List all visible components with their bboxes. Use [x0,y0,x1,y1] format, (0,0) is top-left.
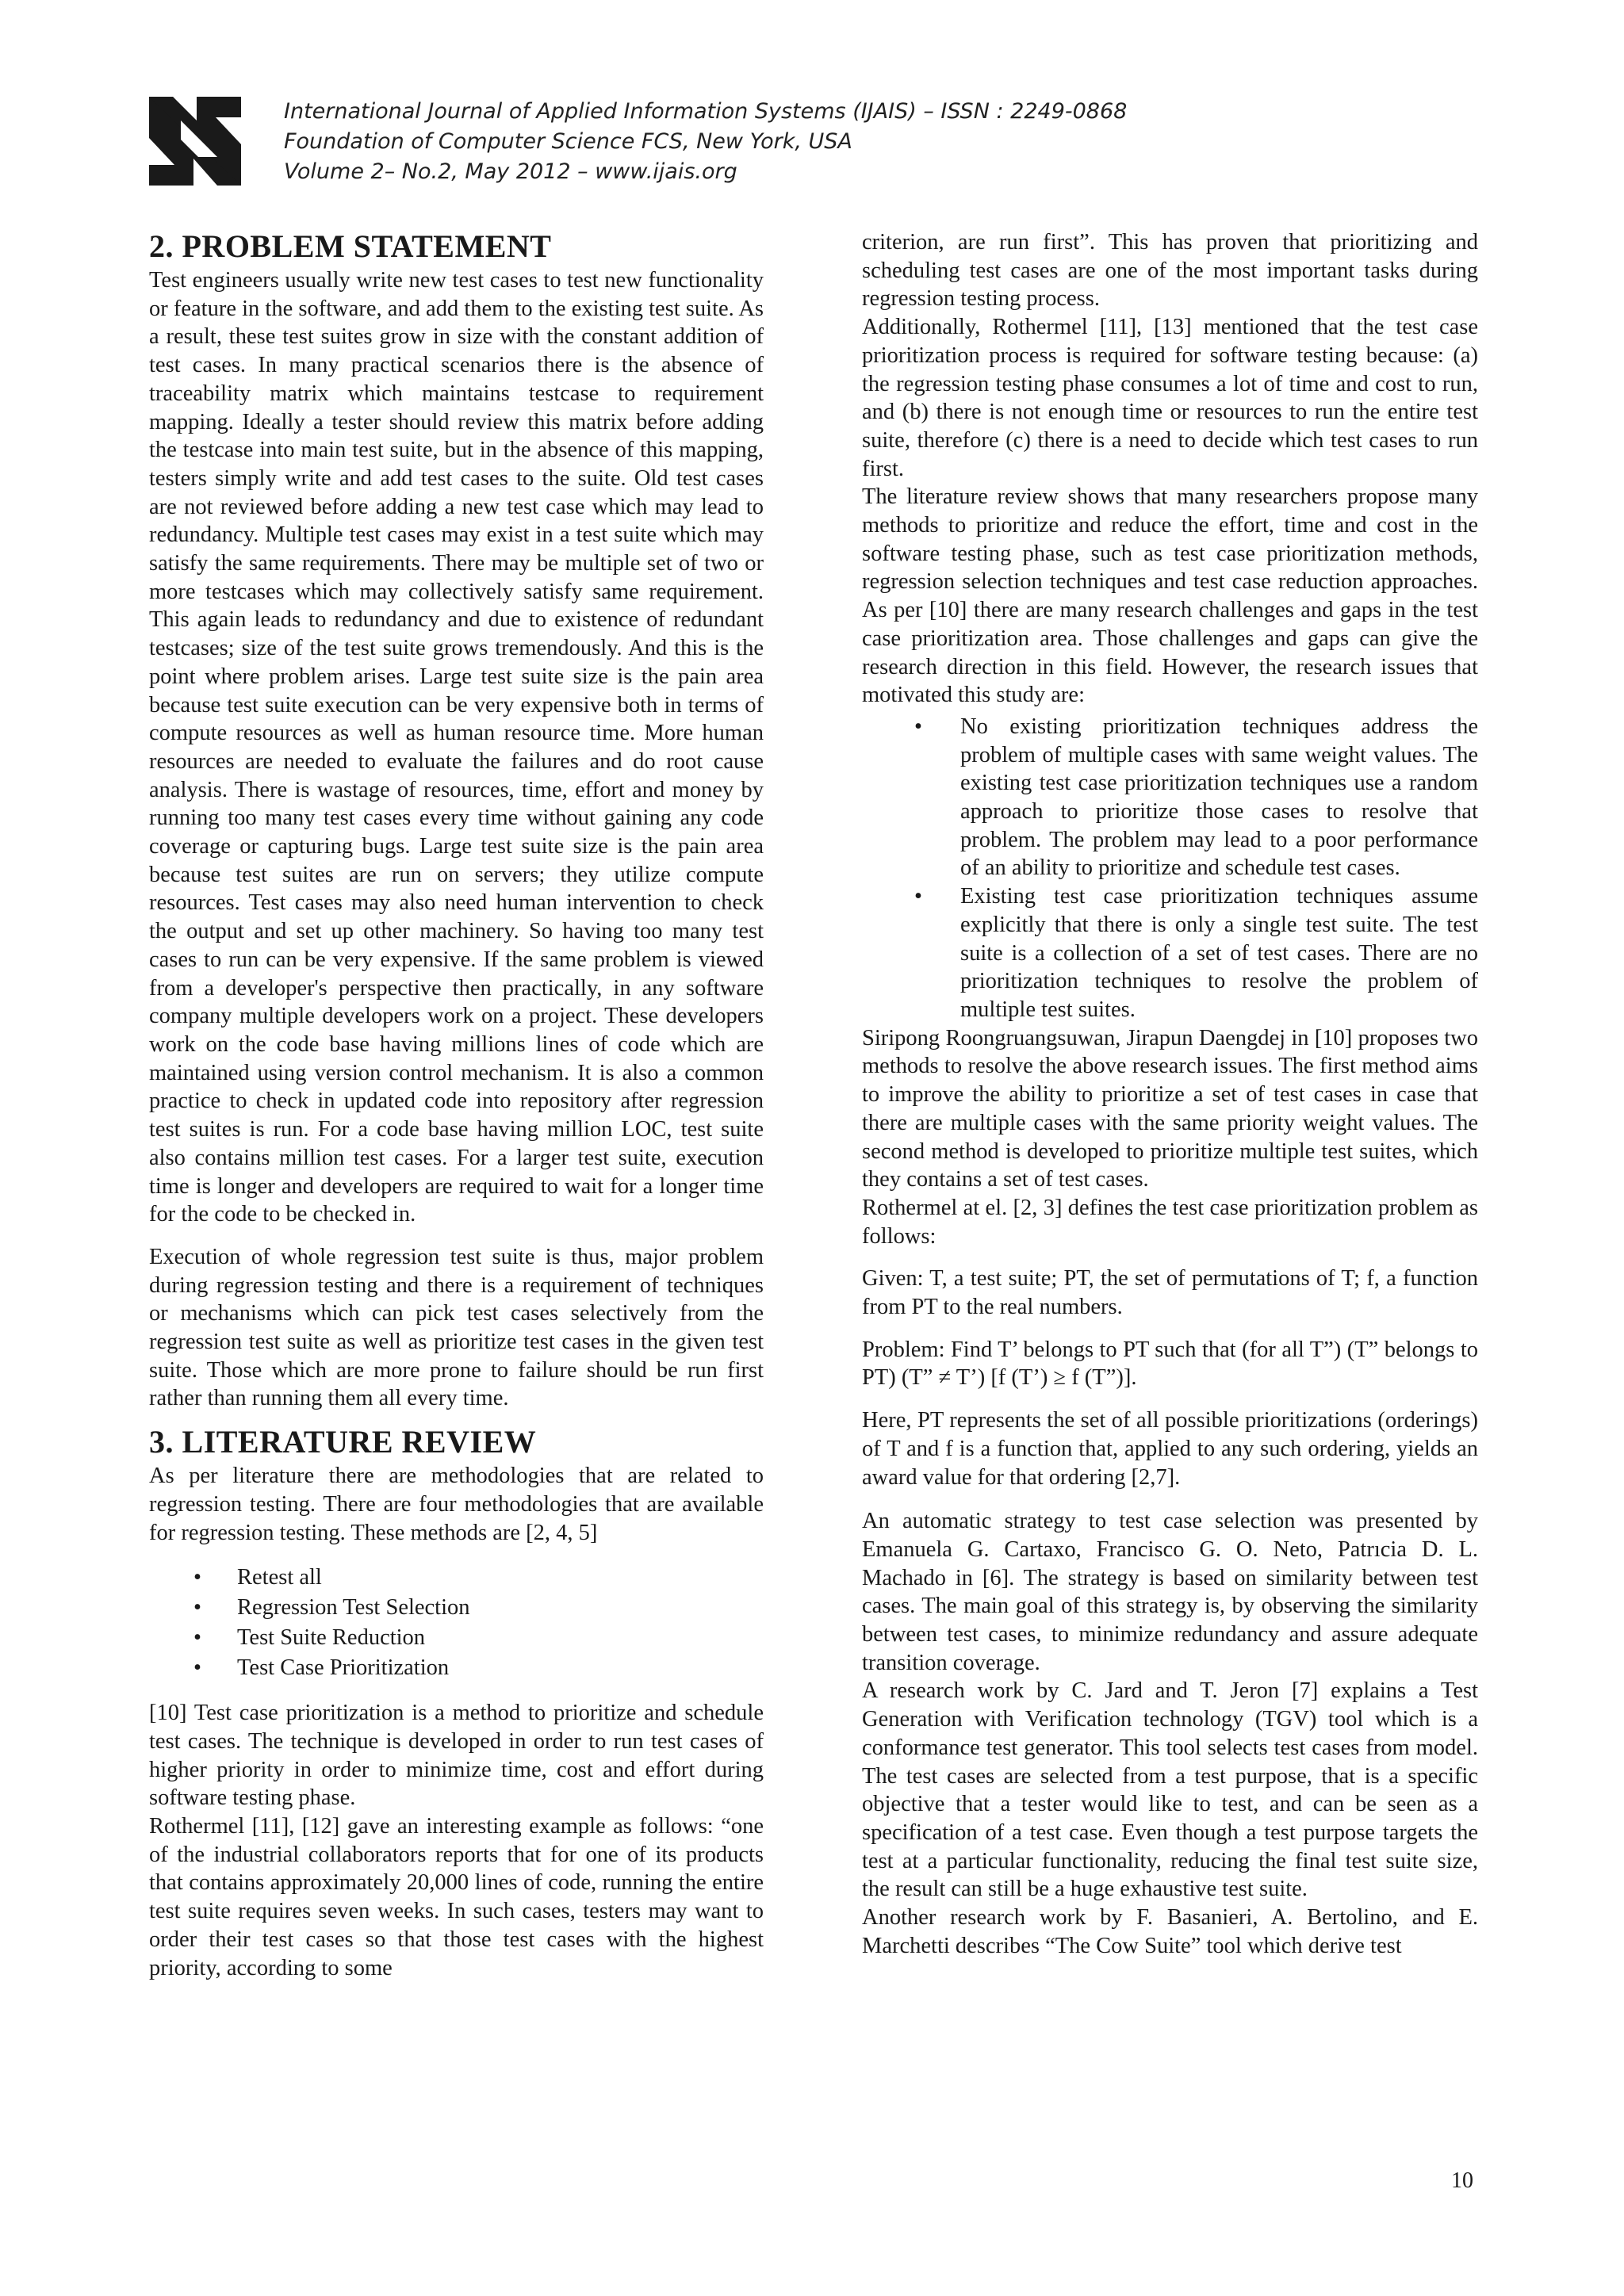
header-line-2: Foundation of Computer Science FCS, New York, USA [284,129,852,154]
right-paragraph-11: Another research work by F. Basanieri, A. Bertolino, and E. Marchetti describes “The Cow Suite” tool which derive test [862,1905,1478,1958]
right-paragraph-5: Rothermel at el. [2, 3] defines the test case prioritization problem as follows: [862,1195,1478,1249]
right-paragraph-1: criterion, are run first”. This has proven that prioritizing and scheduling test cases are one of the most important tasks during regression testing process. [862,230,1478,312]
left-column [149,228,764,1982]
right-paragraph-2: Additionally, Rothermel [11], [13] mentioned that the test case prioritization process is required for software testing because: (a) the regression testing phase consumes a lot of time and cost to run, and (b) there is not enough time or resources to run the entire test suite, therefore (c) there is a need to decide which test cases to run first. [862,315,1478,481]
list-item: • Regression Test Selection [193,1593,764,1623]
journal-header [284,97,1127,187]
right-column [862,228,1478,1960]
list-item: • No existing prioritization techniques address the problem of multiple cases with same weight values. The existing test case prioritization techniques use a random approach to prioritize those cases to resolve that problem. The problem may lead to a poor performance of an ability to prioritize and schedule test cases. [960,713,1478,882]
section-2-paragraph-1: Test engineers usually write new test cases to test new functionality or feature in the software, and add them to the existing test suite. As a result, these test suites grow in size with the constant addition of test cases. In many practical scenarios there is the absence of traceability matrix which maintains testcase to requirement mapping. Ideally a tester should review this matrix before adding the testcase into main test suite, but in the absence of this mapping, testers simply write and add test cases to the suite. Old test cases are not reviewed before adding a new test case which may lead to redundancy. Multiple test cases may exist in a test suite which may satisfy the same requirements. There may be multiple set of two or more testcases which may collectively satisfy same requirement. This again leads to redundancy and due to existence of redundant testcases; size of the test suite grows tremendously. And this is the point where problem arises. Large test suite size is the pain area because test suite execution can be very expensive both in terms of compute resources as well as human resource time. More human resources are needed to evaluate the failures and do root cause analysis. There is wastage of resources, time, effort and money by running too many test cases every time without gaining any code coverage or capturing bugs. Large test suite size is the pain area because test suites are run on servers; they utilize compute resources. Test cases may also need human intervention to check the output and set up other machinery. So having too many test cases to run can be very expensive. If the same problem is viewed from a developer's perspective then practically, in any software company multiple developers work on a project. These developers work on the code base having millions lines of code which are maintained using version control mechanism. It is also a common practice to check in updated code into repository after regression test suites is run. For a code base having million LOC, test suite also contains million test cases. For a larger test suite, execution time is longer and developers are required to wait for a longer time for the code to be checked in. [149,268,764,1227]
section-2-paragraph-2: Execution of whole regression test suite is thus, major problem during regression testing and there is a requirement of techniques or mechanisms which can pick test cases selectively from the regression test suite as well as prioritize test cases in the given test suite. Those which are more prone to failure should be run first rather than running them all every time. [149,1244,764,1411]
list-item: • Test Case Prioritization [193,1653,764,1683]
page-number: 10 [1451,2168,1473,2193]
list-item: • Existing test case prioritization techniques assume explicitly that there is only a single test suite. The test suite is a collection of a set of test cases. There are no prioritization techniques to resolve the problem of multiple test suites. [960,882,1478,1024]
list-item: • Test Suite Reduction [193,1623,764,1653]
section-3-heading: 3. LITERATURE REVIEW [149,1424,537,1460]
section-3-paragraph-3: Rothermel [11], [12] gave an interesting example as follows: “one of the industrial collaborators reports that for one of its products that contains approximately 20,000 lines of code, running the entire test suite requires seven weeks. In such cases, testers may want to order their test cases so that those test cases with the highest priority, according to some [149,1814,764,1980]
right-paragraph-4: Siripong Roongruangsuwan, Jirapun Daengdej in [10] proposes two methods to resolve the above research issues. The first method aims to improve the ability to prioritize a set of test cases in case that there are multiple cases with the same priority weight values. The second method is developed to prioritize multiple test suites, which they contains a set of test cases. [862,1025,1478,1192]
header-line-3: Volume 2– No.2, May 2012 – www.ijais.org [284,159,737,184]
right-paragraph-9: An automatic strategy to test case selection was presented by Emanuela G. Cartaxo, Francisco G. O. Neto, Patrıcia D. L. Machado in [6]. The strategy is based on similarity between test cases. The main goal of this strategy is, by observing the similarity between test cases, to minimize redundancy and assure adequate transition coverage. [862,1509,1478,1675]
journal-logo [149,97,241,186]
header-line-1: International Journal of Applied Information Systems (IJAIS) – ISSN : 2249-0868 [284,99,1128,124]
right-paragraph-8: Here, PT represents the set of all possible prioritizations (orderings) of T and f is a function that, applied to any such ordering, yields an award value for that ordering [2,7]. [862,1408,1478,1490]
research-issues-list [862,713,1478,1024]
methodology-list [149,1563,764,1683]
section-3-paragraph-2: [10] Test case prioritization is a method to prioritize and schedule test cases. The technique is developed in order to run test cases of higher priority in order to minimize time, cost and effort during software testing phase. [149,1701,764,1811]
section-3-paragraph-1: As per literature there are methodologies that are related to regression testing. There are four methodologies that are available for regression testing. These methods are [2, 4, 5] [149,1464,764,1545]
right-paragraph-6: Given: T, a test suite; PT, the set of permutations of T; f, a function from PT to the real numbers. [862,1266,1478,1320]
right-paragraph-10: A research work by C. Jard and T. Jeron [7] explains a Test Generation with Verification technology (TGV) tool which is a conformance test generator. This tool selects test cases from model. The test cases are selected from a test purpose, that is a specific objective that a tester would like to test, and can be seen as a specification of a test case. Even though a test purpose targets the test at a particular functionality, reducing the final test suite size, the result can still be a huge exhaustive test suite. [862,1678,1478,1902]
list-item: • Retest all [193,1563,764,1593]
section-2-heading: 2. PROBLEM STATEMENT [149,228,552,264]
right-paragraph-3: The literature review shows that many researchers propose many methods to prioritize and reduce the effort, time and cost in the software testing phase, such as test case prioritization methods, regression selection techniques and test case reduction approaches. As per [10] there are many research challenges and gaps in the test case prioritization area. Those challenges and gaps can give the research direction in this field. However, the research issues that motivated this study are: [862,484,1478,708]
right-paragraph-7: Problem: Find T’ belongs to PT such that (for all T”) (T” belongs to PT) (T” ≠ T’) [f (T’) ≥ f (T”)]. [862,1337,1478,1391]
